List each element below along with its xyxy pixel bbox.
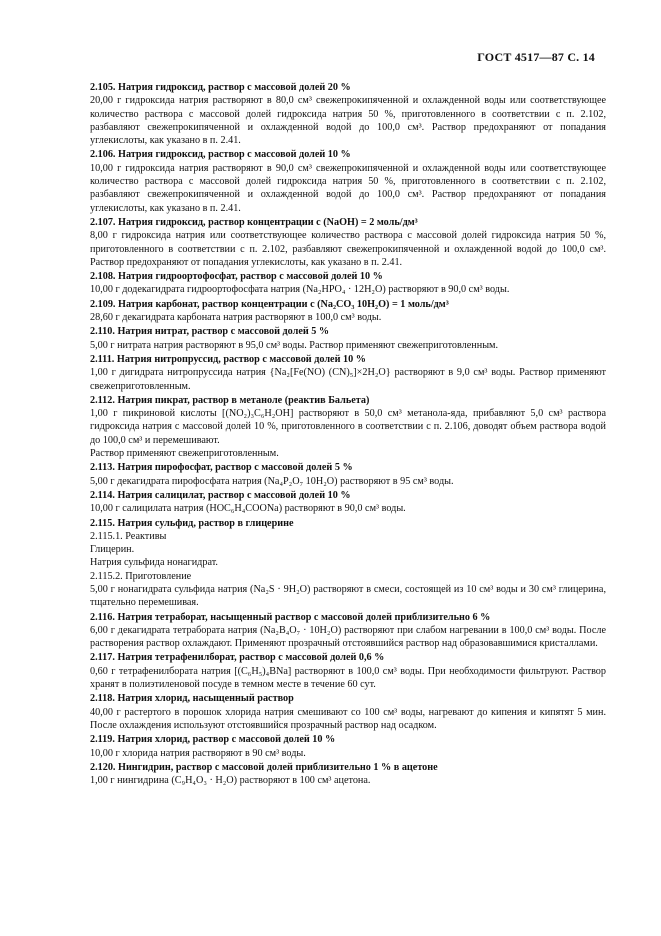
paragraph: 1,00 г дигидрата нитропруссида натрия {Na₂[Fe(NO) (CN)₅]×2H₂O} растворяют в 9,0 см³ воды. Раствор применяют свежеприготовленным. <box>90 367 606 392</box>
section-heading: 2.110. Натрия нитрат, раствор с массовой долей 5 % <box>90 326 330 338</box>
section-heading: 2.108. Натрия гидроортофосфат, раствор с массовой долей 10 % <box>90 271 383 283</box>
section-heading: 2.106. Натрия гидроксид, раствор с массовой долей 10 % <box>90 149 351 161</box>
paragraph: Раствор применяют свежеприготовленным. <box>90 448 279 460</box>
section-heading: 2.120. Нингидрин, раствор с массовой долей приблизительно 1 % в ацетоне <box>90 761 438 773</box>
section-heading: 2.115. Натрия сульфид, раствор в глицерине <box>90 517 294 529</box>
paragraph: 2.115.1. Реактивы <box>90 530 167 542</box>
section-heading: 2.117. Натрия тетрафенилборат, раствор с массовой долей 0,6 % <box>90 652 385 664</box>
section-heading: 2.112. Натрия пикрат, раствор в метаноле (реактив Бальета) <box>90 394 370 406</box>
section-heading: 2.119. Натрия хлорид, раствор с массовой долей 10 % <box>90 734 336 746</box>
paragraph: 6,00 г декагидрата тетрабората натрия (Na₂B₄O₇ · 10H₂O) растворяют при слабом нагревании в 100,0 см³ воды. После растворения раствор охлаждают. Применяют прозрачный отстоявшийся раствор над образовавшимися кристаллами. <box>90 624 606 650</box>
section-heading: 2.113. Натрия пирофосфат, раствор с массовой долей 5 % <box>90 462 353 474</box>
section-heading: 2.116. Натрия тетраборат, насыщенный раствор с массовой долей приблизительно 6 % <box>90 611 491 623</box>
paragraph: 5,00 г декагидрата пирофосфата натрия (Na₄P₂O₇ 10H₂O) растворяют в 95 см³ воды. <box>90 475 454 487</box>
paragraph: 40,00 г растертого в порошок хлорида натрия смешивают со 100 см³ воды, нагревают до кипения и кипятят 5 мин. После охлаждения используют отстоявшийся прозрачный раствор над осадком. <box>90 706 606 731</box>
paragraph: 10,00 г хлорида натрия растворяют в 90 см³ воды. <box>90 747 306 759</box>
paragraph: 20,00 г гидроксида натрия растворяют в 80,0 см³ свежепрокипяченной и охлажденной воды или соответствующее количество раствора с массовой долей гидроксида натрия 50 %, приготовленного в соответствии с п. 2.102, разбавляют свежепрокипяченной и охлажденной водой до 100,0 см³. Раствор предохраняют от попадания углекислоты, как указано в п. 2.41. <box>90 95 606 147</box>
paragraph: 10,00 г додекагидрата гидроортофосфата натрия (Na₂HPO₄ · 12H₂O) растворяют в 90,0 см³ воды. <box>90 284 510 296</box>
paragraph: 8,00 г гидроксида натрия или соответствующее количество раствора с массовой долей гидроксида натрия 50 %, приготовленного в соответствии с п. 2.102, разбавляют свежепрокипяченной и охлажденной водой до 100,0 см³. Раствор предохраняют от попадания углекислоты, как указано в п. 2.41. <box>90 230 606 268</box>
section-heading: 2.114. Натрия салицилат, раствор с массовой долей 10 % <box>90 489 351 501</box>
paragraph: Натрия сульфида нонагидрат. <box>90 557 218 569</box>
section-heading: 2.118. Натрия хлорид, насыщенный раствор <box>90 693 294 705</box>
section-heading: 2.111. Натрия нитропруссид, раствор с массовой долей 10 % <box>90 353 366 365</box>
paragraph: 10,00 г гидроксида натрия растворяют в 90,0 см³ свежепрокипяченной и охлажденной воды или соответствующее количество раствора с массовой долей гидроксида натрия 50 %, приготовленного в соответствии с п. 2.102, разбавляют свежепрокипяченной и охлажденной водой до 100,0 см³. Раствор предохраняют от попадания углекислоты, как указано в п. 2.41. <box>90 162 606 214</box>
paragraph: 28,60 г декагидрата карбоната натрия растворяют в 100,0 см³ воды. <box>90 312 382 324</box>
page-header: ГОСТ 4517—87 С. 14 <box>477 50 595 64</box>
paragraph: 0,60 г тетрафенилбората натрия [(C₆H₅)₄BNa] растворяют в 100,0 см³ воды. При необходимости фильтруют. Раствор хранят в полиэтиленовой посуде в темном месте в течение 60 сут. <box>90 665 606 691</box>
paragraph: 2.115.2. Приготовление <box>90 570 192 582</box>
section-heading: 2.107. Натрия гидроксид, раствор концентрации c (NaOH) = 2 моль/дм³ <box>90 216 418 228</box>
paragraph: 1,00 г нингидрина (C₉H₄O₃ · H₂O) растворяют в 100 см³ ацетона. <box>90 775 371 787</box>
paragraph: 10,00 г салицилата натрия (HOC₆H₄COONa) растворяют в 90,0 см³ воды. <box>90 503 406 515</box>
document-body <box>90 80 606 787</box>
paragraph: 5,00 г нонагидрата сульфида натрия (Na₂S · 9H₂O) растворяют в смеси, состоящей из 10 см³ воды и 30 см³ глицерина, тщательно перемешивая. <box>90 583 606 609</box>
paragraph: 1,00 г пикриновой кислоты [(NO₂)₃C₆H₂OH] растворяют в 50,0 см³ метанола-яда, прибавляют 5,0 см³ раствора гидроксида натрия с массовой долей 10 %, приготовленного в соответствии с п. 2.106, доводят объем раствора водой до 100,0 см³ и перемешивают. <box>90 408 606 446</box>
paragraph: 5,00 г нитрата натрия растворяют в 95,0 см³ воды. Раствор применяют свежеприготовленным. <box>90 339 499 351</box>
paragraph: Глицерин. <box>90 544 135 556</box>
section-heading: 2.109. Натрия карбонат, раствор концентрации c (Na₂CO₃ 10H₂O) = 1 моль/дм³ <box>90 298 449 310</box>
section-heading: 2.105. Натрия гидроксид, раствор с массовой долей 20 % <box>90 82 351 93</box>
